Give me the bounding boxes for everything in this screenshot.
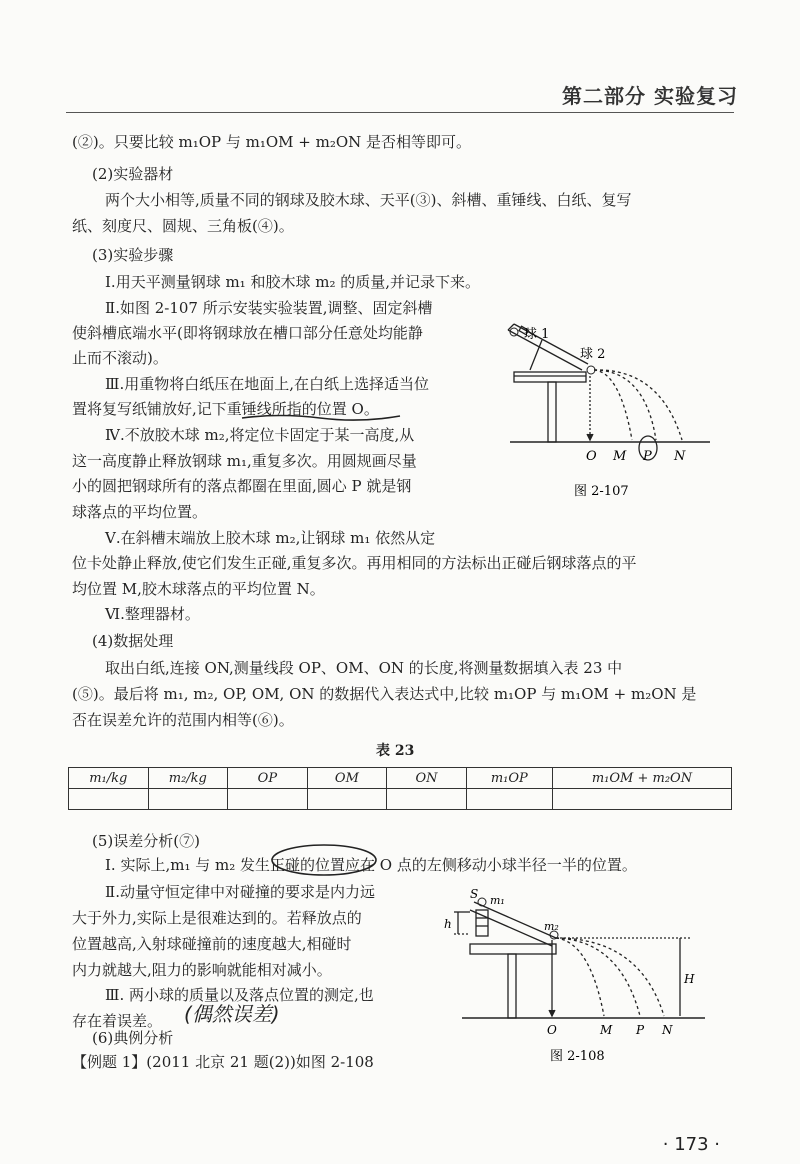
handwritten-note: (偶然误差) [184,1002,280,1026]
section-heading: (5)误差分析(⑦) [92,832,200,850]
text-line: 位置越高,入射球碰撞前的速度越大,相碰时 [72,935,352,953]
table-header-cell: OP [228,768,308,789]
section-heading: (4)数据处理 [92,632,174,650]
table-header-cell: m₂/kg [148,768,228,789]
label-P: P [636,1023,645,1037]
section-heading: (2)实验器材 [92,165,174,183]
table-header-row [69,768,732,789]
text-line: (②)。只要比较 m₁OP 与 m₁OM + m₂ON 是否相等即可。 [72,133,472,151]
text-line: 存在着误差。 [72,1012,163,1030]
label-H: H [684,972,695,986]
figure-2-108 [440,888,720,1068]
text-line: Ⅰ.用天平测量钢球 m₁ 和胶木球 m₂ 的质量,并记录下来。 [105,273,481,291]
text-line: 这一高度静止释放钢球 m₁,重复多次。用圆规画尽量 [72,452,417,470]
text-line: 使斜槽底端水平(即将钢球放在槽口部分任意处均能静 [72,324,423,342]
label-N: N [674,449,686,464]
text-line: 均位置 M,胶木球落点的平均位置 N。 [72,580,325,598]
label-m2: m₂ [544,920,559,933]
text-line: 位卡处静止释放,使它们发生正碰,重复多次。再用相同的方法标出正碰后钢球落点的平 [72,554,637,572]
label-m1: m₁ [490,894,505,907]
ball1-label: 球 1 [524,327,550,342]
label-N: N [662,1023,673,1037]
text-line: Ⅱ.动量守恒定律中对碰撞的要求是内力远 [105,883,375,901]
table-header-cell: OM [307,768,387,789]
label-h: h [444,917,452,931]
table-header-cell: m₁OM + m₂ON [552,768,731,789]
text-line: Ⅱ.如图 2-107 所示安装实验装置,调整、固定斜槽 [105,299,433,317]
figure-caption: 图 2-108 [550,1049,605,1064]
text-line: Ⅳ.不放胶木球 m₂,将定位卡固定于某一高度,从 [105,426,415,444]
table-header-cell: m₁/kg [69,768,149,789]
text-line: Ⅵ.整理器材。 [105,605,200,623]
text-line: Ⅴ.在斜槽末端放上胶木球 m₂,让钢球 m₁ 依然从定 [105,529,436,547]
text-line: 纸、刻度尺、圆规、三角板(④)。 [72,217,294,235]
label-M: M [600,1023,613,1037]
ball2-label: 球 2 [580,347,606,362]
data-table-23 [68,767,732,810]
label-S: S [470,888,479,901]
text-line: 小的圆把钢球所有的落点都圈在里面,圆心 P 就是钢 [72,477,412,495]
table-row [69,789,732,810]
handwritten-circle [268,838,380,878]
header-rule [66,112,734,113]
table-title: 表 23 [376,743,415,759]
label-P: P [643,449,652,464]
figure-caption: 图 2-107 [574,484,629,499]
text-line: 否在误差允许的范围内相等(⑥)。 [72,711,294,729]
section-heading: (6)典例分析 [92,1029,174,1047]
text-line: 大于外力,实际上是很难达到的。若释放点的 [72,909,362,927]
handwritten-underline [240,410,420,424]
table-header-cell: m₁OP [466,768,552,789]
example-heading: 【例题 1】(2011 北京 21 题(2))如图 2-108 [72,1053,374,1071]
text-line: 内力就越大,阻力的影响就能相对减小。 [72,961,332,979]
label-M: M [613,449,627,464]
text-line: 取出白纸,连接 ON,测量线段 OP、OM、ON 的长度,将测量数据填入表 23 中 [105,659,623,677]
label-O: O [586,449,597,464]
text-line: Ⅲ. 两小球的质量以及落点位置的测定,也 [105,986,374,1004]
section-heading: (3)实验步骤 [92,246,174,264]
text-line: (⑤)。最后将 m₁, m₂, OP, OM, ON 的数据代入表达式中,比较 m₁OP 与 m₁OM + m₂ON 是 [72,685,697,703]
text-line: 止而不滚动)。 [72,349,168,367]
text-line: Ⅲ.用重物将白纸压在地面上,在白纸上选择适当位 [105,375,430,393]
text-line: 置将复写纸铺放好,记下重锤线所指的位置 O。 [72,400,379,418]
text-line: 两个大小相等,质量不同的钢球及胶木球、天平(③)、斜槽、重锤线、白纸、复写 [105,191,632,209]
text-line: Ⅰ. 实际上,m₁ 与 m₂ 发生正碰的位置应在 O 点的左侧移动小球半径一半的位置。 [105,856,637,874]
label-O: O [547,1023,557,1037]
figure-2-107 [470,310,730,510]
page-header: 第二部分 实验复习 [562,84,738,108]
page-number: · 173 · [662,1134,720,1155]
text-line: 球落点的平均位置。 [72,503,208,521]
table-header-cell: ON [387,768,467,789]
